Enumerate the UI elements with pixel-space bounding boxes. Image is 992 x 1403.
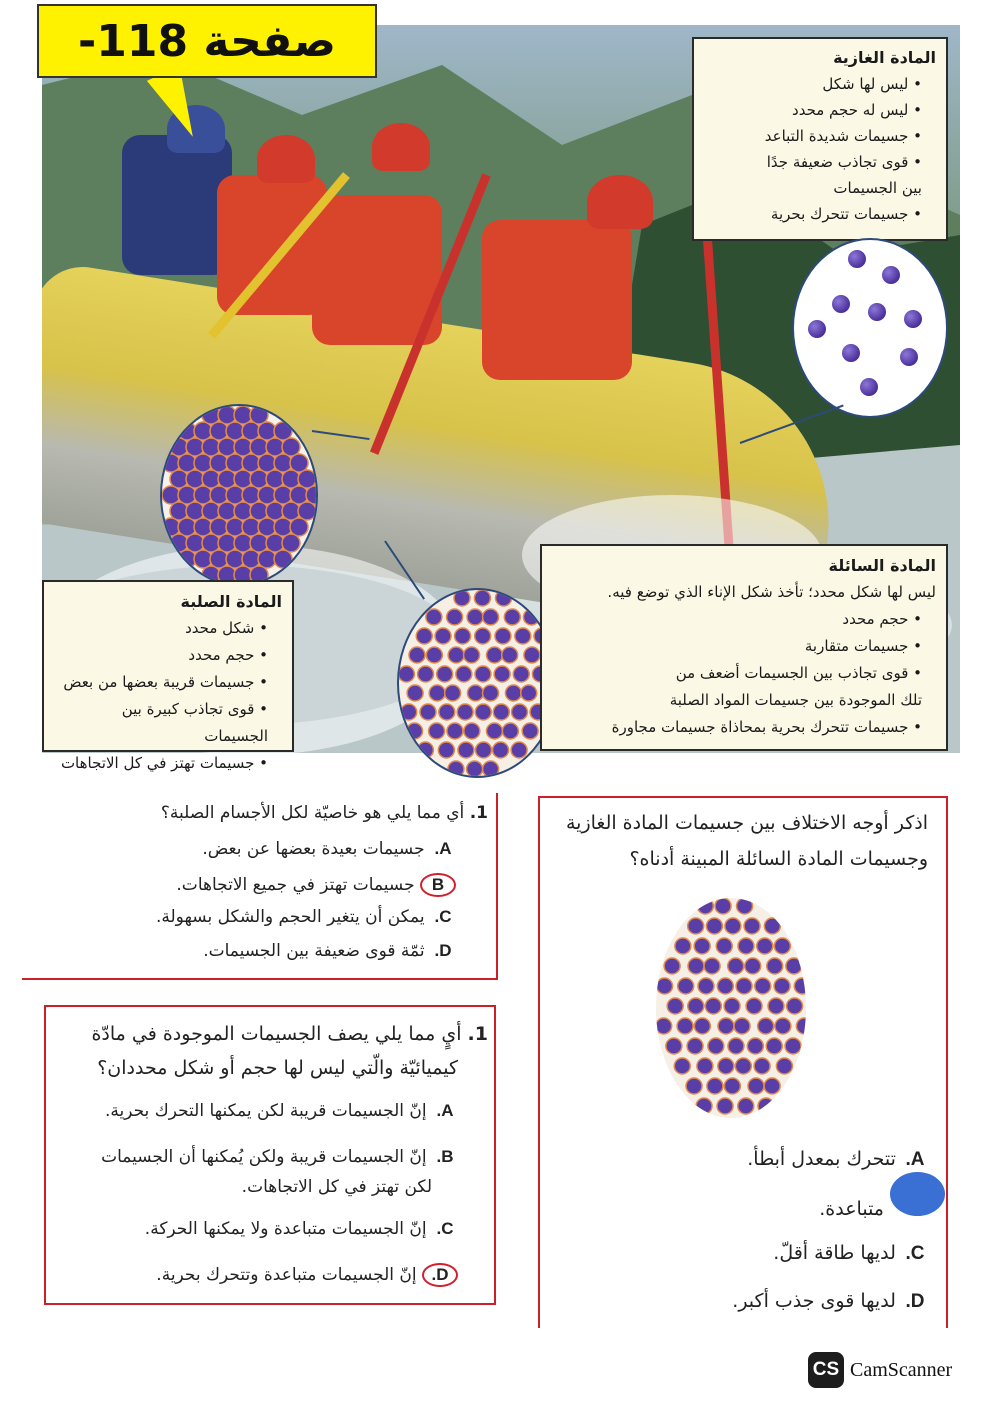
particle [718,1018,734,1034]
liquid-particles-diagram [656,898,806,1118]
question-text: وجسيمات المادة السائلة المبينة أدناه؟ [629,848,928,870]
question-number: 1. [469,803,488,823]
rower-vest [217,175,327,315]
option-text: لديها طاقة أقلّ. [773,1242,896,1264]
option-text: يمكن أن يتغير الحجم والشكل بسهولة. [155,907,425,927]
option-letter: A. [436,1101,454,1120]
option-text: إنّ الجسيمات قريبة لكن يمكنها التحرك بحرية. [104,1101,427,1121]
particle [656,1018,672,1034]
selected-option-letter: D. [422,1263,458,1287]
gas-particle [882,266,900,284]
particle [687,1038,703,1054]
particle [456,666,472,682]
option-letter: A. [905,1149,925,1170]
option-text: لكن تهتز في كل الاتجاهات. [241,1177,432,1197]
liquid-item: • قوى تجاذب بين الجسيمات أضعف من [552,660,922,687]
particle [399,666,414,682]
option-text: ثمّة قوى ضعيفة بين الجسيمات. [203,941,425,961]
particle [706,918,722,934]
option-text: لديها قوى جذب أكبر. [732,1290,896,1312]
particle [758,1098,774,1114]
particle [775,1018,791,1034]
particle [448,647,464,663]
particle [757,938,773,954]
particle [290,454,308,472]
particle [409,647,425,663]
particle [457,704,473,720]
particle [787,998,803,1014]
particle [774,938,790,954]
liquid-info-box [540,544,948,751]
option-b-continued [242,1177,432,1197]
particle [746,998,762,1014]
question-line [97,1057,458,1079]
option-letter: D. [905,1291,925,1312]
option-letter: C. [905,1243,925,1264]
rower-vest [122,135,232,275]
particle [438,742,454,758]
particle [694,938,710,954]
particle [696,1098,712,1114]
solid-item: • جسيمات تهتز في كل الاتجاهات [54,750,268,777]
particle [524,647,540,663]
particle [435,628,451,644]
particle [458,742,474,758]
particle [511,704,527,720]
liquid-item: • حجم محدد [552,606,922,633]
gas-item: • ليس لها شكل [704,71,922,97]
selected-option-letter: B [420,873,456,897]
particle [298,470,316,488]
rower-helmet [587,175,653,229]
question-box-solids [22,793,498,980]
particle [694,1018,710,1034]
particle [250,406,268,424]
particle [502,647,518,663]
liquid-item: تلك الموجودة بين جسيمات المواد الصلبة [669,691,922,709]
particle [708,1038,724,1054]
question-text: أي مما يلي هو خاصيّة لكل الأجسام الصلبة؟ [160,803,465,823]
solid-item: • حجم محدد [54,642,268,669]
particle [664,958,680,974]
particle [718,1058,734,1074]
particle [416,628,432,644]
particle [475,666,491,682]
particle [401,704,417,720]
particle [483,609,499,625]
question-text: أيٍ مما يلي يصف الجسيمات الموجودة في مادّة [91,1023,462,1045]
gas-particle [900,348,918,366]
option-b[interactable] [819,1198,884,1220]
answer-mark-dot [890,1172,945,1216]
gas-particle [842,344,860,362]
particle [493,742,509,758]
option-text: إنّ الجسيمات قريبة ولكن يُمكنها أن الجسيمات [101,1147,427,1167]
option-text: جسيمات بعيدة بعضها عن بعض. [202,839,425,859]
particle [418,666,434,682]
particle [426,647,442,663]
option-d[interactable] [732,1290,928,1313]
particle [515,628,531,644]
particle [290,518,308,536]
particle [445,685,461,701]
liquid-title: المادة السائلة [828,556,936,575]
particle [493,704,509,720]
particle [486,647,502,663]
option-letter: A. [434,839,452,858]
particle [686,1078,702,1094]
particle [464,723,480,739]
particle [728,1038,744,1054]
particle [764,918,780,934]
particle [417,742,433,758]
particle [704,958,720,974]
solid-item: • شكل محدد [54,615,268,642]
particle [677,1018,693,1034]
option-a[interactable] [202,839,456,859]
particle [495,628,511,644]
liquid-particles-large [656,898,806,1118]
particle [429,723,445,739]
particle [717,978,733,994]
particle [437,666,453,682]
particle [475,704,491,720]
particle [758,1018,774,1034]
solid-item: • قوى تجاذب كبيرة بين الجسيمات [54,696,268,750]
liquid-particles-diagram [397,588,558,778]
particle [728,958,744,974]
particle [705,998,721,1014]
gas-item: • قوى تجاذب ضعيفة جدًا [704,149,922,175]
particle [429,685,445,701]
particle [513,666,529,682]
gas-particle [904,310,922,328]
particle [794,978,806,994]
particle [724,998,740,1014]
question-line [566,812,928,834]
particle [738,1098,754,1114]
liquid-item: • جسيمات متقاربة [552,633,922,660]
particle [467,685,483,701]
option-c[interactable] [156,907,456,927]
option-letter: C. [434,907,452,926]
question-box-gases [44,1005,496,1305]
particle [707,1078,723,1094]
particle [467,761,483,776]
particle [717,1098,733,1114]
particle [796,1018,806,1034]
option-letter: C. [436,1219,454,1238]
particle [774,978,790,994]
question-line [629,848,928,870]
particle [439,704,455,720]
liquid-particles [399,590,556,776]
question-text: اذكر أوجه الاختلاف بين جسيمات المادة الغازية [565,812,928,834]
particle [657,978,673,994]
particle [674,1058,690,1074]
particle [767,958,783,974]
particle [483,761,499,776]
question-number: 1. [467,1023,488,1045]
question-line [91,1023,488,1045]
option-text: متباعدة. [819,1198,884,1220]
particle [521,685,537,701]
particle [785,1038,801,1054]
gas-title: المادة الغازية [833,48,936,67]
particle [764,1078,780,1094]
particle [505,685,521,701]
rower-vest [482,220,632,380]
option-d[interactable] [156,1263,458,1287]
solid-title: المادة الصلبة [180,592,282,611]
gas-item: • جسيمات شديدة التباعد [704,123,922,149]
gas-item: • ليس له حجم محدد [704,97,922,123]
solid-particles-diagram [160,404,318,586]
gas-item: • جسيمات تتحرك بحرية [704,201,922,227]
option-c[interactable] [145,1219,458,1239]
particle [448,761,464,776]
particle [675,938,691,954]
particle [736,978,752,994]
particle [724,1078,740,1094]
particle [475,628,491,644]
particle [666,1038,682,1054]
particle [738,938,754,954]
particle [698,978,714,994]
camscanner-name: CamScanner [850,1358,953,1381]
option-d[interactable] [203,941,456,961]
gas-particle [832,295,850,313]
particle [678,978,694,994]
particle [688,998,704,1014]
particle [688,918,704,934]
particle [688,958,704,974]
liquid-intro: ليس لها شكل محدد؛ تأخذ شكل الإناء الذي توضع فيه. [607,583,936,601]
option-a[interactable] [105,1101,458,1121]
gas-particle [860,378,878,396]
particle [274,422,292,440]
particle [504,609,520,625]
particle [407,685,423,701]
gas-info-box [692,37,948,241]
particle [282,438,300,456]
option-text: جسيمات تهتز في جميع الاتجاهات. [176,875,415,895]
particle [715,898,731,914]
particle [502,723,518,739]
solid-info-box [42,580,294,772]
particle [511,742,527,758]
particle [744,918,760,934]
particle [467,609,483,625]
gas-particle [848,250,866,268]
option-text: تتحرك بمعدل أبطأ. [747,1148,896,1170]
particle [755,978,771,994]
particle [464,647,480,663]
particle [776,1058,792,1074]
particle [737,898,753,914]
particle [447,609,463,625]
option-b[interactable] [101,1147,458,1167]
particle [298,502,316,520]
particle [454,590,470,606]
particle [754,1058,770,1074]
question-text: كيميائيّة والّتي ليس لها حجم أو شكل محددان؟ [97,1057,458,1079]
particle [476,742,492,758]
rower-helmet [257,135,315,183]
liquid-item: • جسيمات تتحرك بحرية بمحاذاة جسيمات مجاورة [552,714,922,741]
camscanner-badge [808,1350,952,1390]
particle [494,666,510,682]
option-b[interactable] [176,873,456,897]
particle [522,723,538,739]
particle [697,898,713,914]
particle [486,723,502,739]
particle [735,1058,751,1074]
option-letter: D. [434,941,452,960]
particle [426,609,442,625]
particle [725,918,741,934]
particle [747,1038,763,1054]
particle [786,958,802,974]
option-text: إنّ الجسيمات متباعدة وتتحرك بحرية. [156,1265,417,1285]
camscanner-logo: CS [808,1352,844,1388]
particle [483,685,499,701]
question-box-gas-vs-liquid [538,796,948,1328]
option-text: إنّ الجسيمات متباعدة ولا يمكنها الحركة. [144,1219,427,1239]
particle [745,958,761,974]
particle [734,1018,750,1034]
gas-particles-diagram [792,238,948,418]
gas-item: بين الجسيمات [833,179,922,197]
particle [667,998,683,1014]
option-a[interactable] [747,1148,928,1171]
particle [474,590,490,606]
rower-helmet [372,123,430,171]
question-line [161,803,488,823]
option-letter: B. [436,1147,454,1166]
gas-particle [868,303,886,321]
particle [697,1058,713,1074]
option-c[interactable] [773,1242,928,1265]
solid-lattice [162,406,316,584]
particle [282,534,300,552]
particle [420,704,436,720]
page-number-tag: صفحة 118- [37,4,377,78]
particle [716,938,732,954]
gas-particle [808,320,826,338]
particle [768,998,784,1014]
particle [766,1038,782,1054]
particle [455,628,471,644]
particle [447,723,463,739]
solid-item: • جسيمات قريبة بعضها من بعض [54,669,268,696]
particle [748,1078,764,1094]
